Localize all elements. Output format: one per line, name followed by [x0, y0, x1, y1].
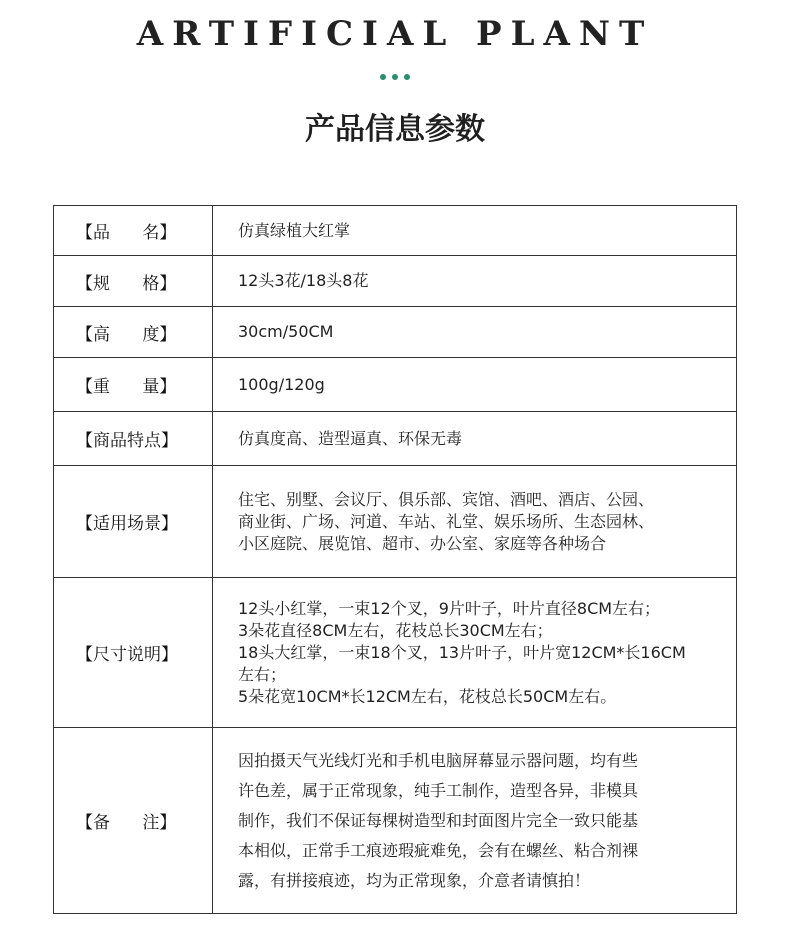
row-label-cell: [54, 578, 213, 728]
row-value-line: 30cm/50CM: [238, 322, 334, 341]
row-label: 【规 格】: [76, 273, 177, 294]
row-value-line: 左右；: [238, 664, 287, 684]
table-row: [54, 358, 737, 412]
row-value-line: 本相似，正常手工痕迹瑕疵难免，会有在螺丝、粘合剂裸: [238, 840, 639, 860]
table-row: [54, 307, 737, 358]
dot-icon: [380, 74, 386, 80]
row-label: 【重 量】: [76, 377, 177, 397]
row-value-cell: [213, 206, 737, 256]
row-value-cell: [213, 256, 737, 307]
page-title: ARTIFICIAL PLANT: [136, 14, 654, 54]
row-label: 【高 度】: [76, 324, 177, 345]
row-value-line: 商业街、广场、河道、车站、礼堂、娱乐场所、生态园林、: [238, 511, 655, 531]
dot-icon: [392, 74, 398, 80]
table-row: [54, 578, 737, 728]
table-row: [54, 256, 737, 307]
row-label: 【适用场景】: [76, 514, 178, 534]
row-label: 【商品特点】: [76, 431, 178, 451]
row-label-cell: [54, 466, 213, 578]
row-value-cell: [213, 728, 737, 914]
dot-icon: [404, 74, 410, 80]
row-label: 【尺寸说明】: [76, 645, 178, 665]
row-value-line: 露，有拼接痕迹，均为正常现象，介意者请慎拍！: [238, 870, 591, 890]
row-value-line: 12头3花/18头8花: [238, 271, 369, 290]
row-value-line: 制作，我们不保证每棵树造型和封面图片完全一致只能基: [238, 810, 639, 830]
row-value-line: 许色差，属于正常现象，纯手工制作，造型各异，非模具: [238, 780, 639, 800]
row-label-cell: [54, 358, 213, 412]
row-label: 【备 注】: [76, 813, 177, 833]
row-value-cell: [213, 412, 737, 466]
row-label-cell: [54, 728, 213, 914]
row-value-cell: [213, 578, 737, 728]
row-value-line: 仿真绿植大红掌: [238, 220, 351, 240]
row-label-cell: [54, 307, 213, 358]
row-value-cell: [213, 358, 737, 412]
row-value-cell: [213, 466, 737, 578]
row-value-line: 12头小红掌，一束12个叉，9片叶子，叶片直径8CM左右；: [238, 598, 661, 618]
row-value-line: 因拍摄天气光线灯光和手机电脑屏幕显示器问题，均有些: [238, 750, 639, 770]
row-value-line: 住宅、别墅、会议厅、俱乐部、宾馆、酒吧、酒店、公园、: [238, 489, 655, 509]
row-value-line: 18头大红掌，一束18个叉，13片叶子，叶片宽12CM*长16CM: [238, 642, 686, 662]
table-row: [54, 206, 737, 256]
row-label-cell: [54, 206, 213, 256]
row-label-cell: [54, 256, 213, 307]
row-value-line: 仿真度高、造型逼真、环保无毒: [238, 428, 463, 448]
table-row: [54, 728, 737, 914]
row-value-line: 100g/120g: [238, 374, 325, 394]
row-value-line: 小区庭院、展览馆、超市、办公室、家庭等各种场合: [238, 533, 607, 553]
row-value-line: 3朵花直径8CM左右，花枝总长30CM左右；: [238, 620, 553, 640]
table-row: [54, 412, 737, 466]
row-label: 【品 名】: [76, 223, 177, 243]
table-row: [54, 466, 737, 578]
section-subtitle: 产品信息参数: [305, 112, 485, 147]
decorative-dots: [0, 74, 790, 82]
row-value-line: 5朵花宽10CM*长12CM左右，花枝总长50CM左右。: [238, 686, 617, 706]
product-info-table: [53, 205, 737, 914]
row-label-cell: [54, 412, 213, 466]
row-value-cell: [213, 307, 737, 358]
